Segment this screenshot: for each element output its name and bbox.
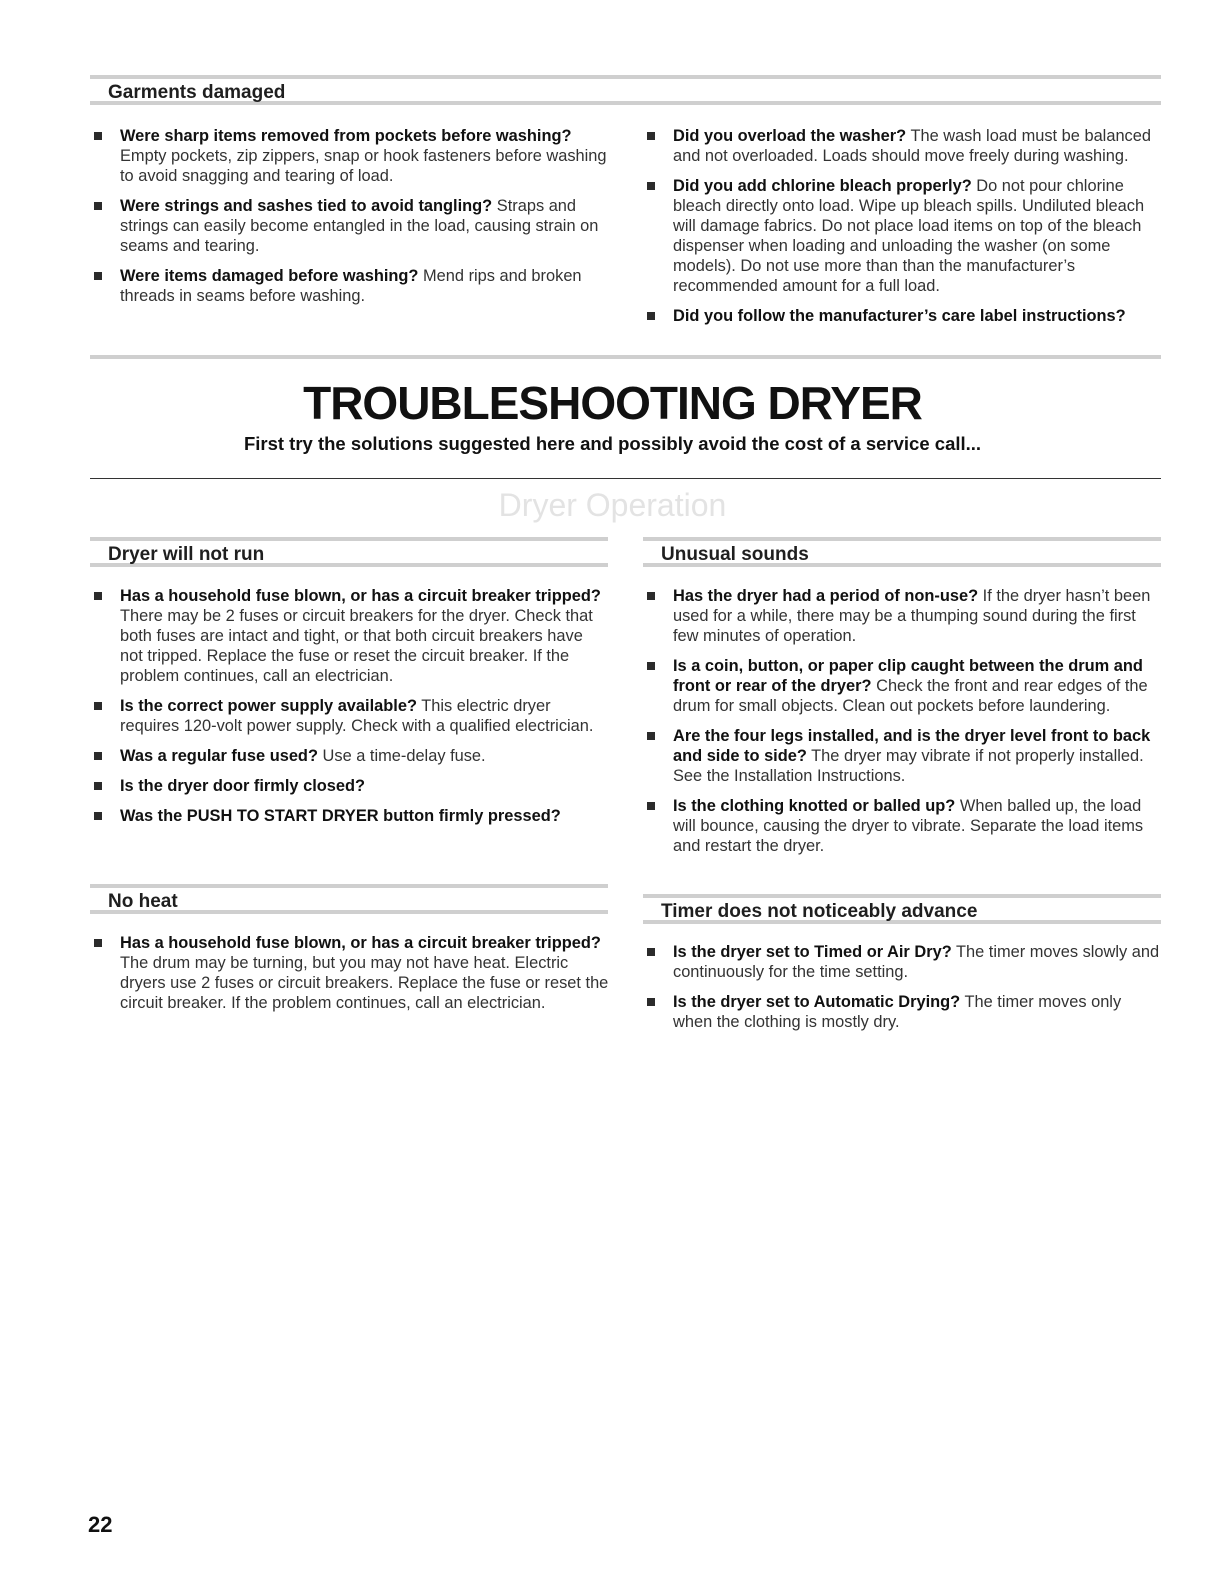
list-item: Is the dryer set to Automatic Drying? The timer moves only when the clothing is mostly dry. [643,992,1163,1032]
no-heat-heading: No heat [108,891,178,912]
page-number: 22 [88,1512,113,1537]
section-divider [90,355,1161,359]
page-title: TROUBLESHOOTING DRYER [303,377,922,429]
list-item: Were strings and sashes tied to avoid tangling? Straps and strings can easily become entangled in the load, causing strain on seams and tearing. [90,196,610,256]
dryer-will-not-run-heading: Dryer will not run [108,544,265,565]
timer-heading-bar [643,894,1161,924]
unusual-sounds-heading-bar [643,537,1161,567]
dryer-operation-heading: Dryer Operation [498,487,727,523]
garments-damaged-heading: Garments damaged [108,82,286,103]
list-item: Has a household fuse blown, or has a circuit breaker tripped? The drum may be turning, but you may not have heat. Electric dryers use 2 fuses or circuit breakers. Replace the fuse or reset the circuit breaker. If the problem continues, call an electrician. [90,933,610,1013]
list-item: Has a household fuse blown, or has a circuit breaker tripped? There may be 2 fuses or circuit breakers for the dryer. Check that both fuses are intact and tight, or that both circuit breakers have not tripped. Replace the fuse or reset the circuit breaker. If the problem continues, call an electrician. [90,586,610,686]
list-item: Did you add chlorine bleach properly? Do not pour chlorine bleach directly onto load. Wipe up bleach spills. Undiluted bleach will damage fabrics. Do not place load items on top of the bleach dispenser when loading and unloading the washer (on some models). Do not use more than than the manufacturer’s recommended amount for a full load. [643,176,1163,296]
garments-left-column [90,126,610,316]
list-item: Was a regular fuse used? Use a time-delay fuse. [90,746,610,766]
list-item: Were sharp items removed from pockets before washing? Empty pockets, zip zippers, snap or hook fasteners before washing to avoid snagging and tearing of load. [90,126,610,186]
timer-list [643,942,1163,1042]
no-heat-heading-bar [90,884,608,914]
list-item: Is the dryer set to Timed or Air Dry? The timer moves slowly and continuously for the time setting. [643,942,1163,982]
list-item: Has the dryer had a period of non-use? If the dryer hasn’t been used for a while, there may be a thumping sound during the first few minutes of operation. [643,586,1163,646]
list-item: Is the dryer door firmly closed? [90,776,610,796]
unusual-sounds-list [643,586,1163,866]
title-rule [90,478,1161,479]
unusual-sounds-heading: Unusual sounds [661,544,809,565]
list-item: Did you overload the washer? The wash load must be balanced and not overloaded. Loads should move freely during washing. [643,126,1163,166]
list-item: Were items damaged before washing? Mend rips and broken threads in seams before washing. [90,266,610,306]
garments-right-column [643,126,1163,336]
no-heat-list [90,933,610,1023]
page-subtitle: First try the solutions suggested here and possibly avoid the cost of a service call... [243,433,982,454]
list-item: Did you follow the manufacturer’s care label instructions? [643,306,1163,326]
garments-damaged-heading-bar [90,75,1161,105]
dryer-will-not-run-list [90,586,610,836]
list-item: Is the clothing knotted or balled up? When balled up, the load will bounce, causing the dryer to vibrate. Separate the load items and restart the dryer. [643,796,1163,856]
timer-heading: Timer does not noticeably advance [661,901,978,922]
dryer-will-not-run-heading-bar [90,537,608,567]
list-item: Are the four legs installed, and is the dryer level front to back and side to side? The dryer may vibrate if not properly installed. See the Installation Instructions. [643,726,1163,786]
list-item: Is a coin, button, or paper clip caught between the drum and front or rear of the dryer? Check the front and rear edges of the drum for small objects. Clean out pockets before laundering. [643,656,1163,716]
list-item: Was the PUSH TO START DRYER button firmly pressed? [90,806,610,826]
list-item: Is the correct power supply available? This electric dryer requires 120-volt power supply. Check with a qualified electrician. [90,696,610,736]
